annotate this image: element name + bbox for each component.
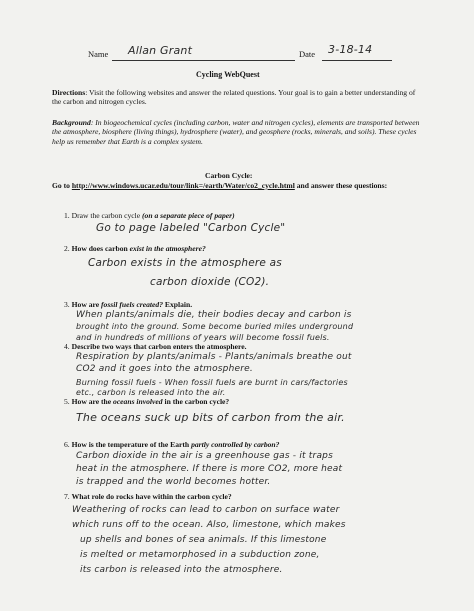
question-explain: Explain. — [163, 300, 193, 309]
answer-7-line-3: up shells and bones of sea animals. If this limestone — [80, 535, 327, 545]
answer-7-line-4: is melted or metamorphosed in a subduction zone, — [80, 550, 320, 560]
directions-label: Directions — [52, 88, 86, 97]
answer-7-line-2: which runs off to the ocean. Also, limestone, which makes — [72, 520, 346, 530]
question-2 — [64, 244, 206, 253]
question-5 — [64, 397, 229, 406]
answer-4-line-3: Burning fossil fuels - When fossil fuels are burnt in cars/factories — [76, 378, 348, 387]
page-title: Cycling WebQuest — [196, 70, 260, 79]
question-text-end: in the carbon cycle? — [162, 397, 230, 406]
question-number: 4. — [64, 342, 70, 351]
question-text: Draw the carbon cycle — [71, 211, 143, 220]
question-text: How is the temperature of the Earth — [71, 440, 192, 449]
answer-6-line-3: is trapped and the world becomes hotter. — [76, 477, 271, 487]
name-label: Name — [88, 49, 109, 59]
answer-1-line-1: Go to page labeled "Carbon Cycle" — [96, 222, 286, 234]
answer-2-line-1: Carbon exists in the atmosphere as — [88, 257, 282, 269]
goto-suffix: and answer these questions: — [294, 181, 388, 190]
name-underline — [112, 60, 295, 61]
answer-3-line-3: and in hundreds of millions of years will become fossil fuels. — [76, 333, 330, 342]
question-text: How are the — [71, 397, 114, 406]
directions-paragraph — [52, 88, 422, 107]
question-number: 1. — [64, 211, 70, 220]
answer-6-line-2: heat in the atmosphere. If there is more CO2, more heat — [76, 464, 343, 474]
goto-instruction — [52, 181, 424, 190]
question-3 — [64, 300, 192, 309]
question-text: Describe two ways that carbon enters the atmosphere. — [71, 342, 247, 351]
question-7 — [64, 492, 232, 501]
question-number: 3. — [64, 300, 70, 309]
question-emphasis: (on a separate piece of paper) — [142, 211, 235, 220]
answer-3-line-1: When plants/animals die, their bodies decay and carbon is — [76, 310, 352, 320]
question-number: 2. — [64, 244, 70, 253]
question-number: 7. — [64, 492, 70, 501]
answer-7-line-5: its carbon is released into the atmosphere. — [80, 565, 283, 575]
question-1 — [64, 211, 235, 220]
answer-2-line-2: carbon dioxide (CO2). — [150, 276, 270, 288]
question-emphasis: oceans involved — [113, 397, 163, 406]
background-label: Background — [52, 118, 91, 127]
question-number: 6. — [64, 440, 70, 449]
answer-3-line-2: brought into the ground. Some become buried miles underground — [76, 322, 354, 331]
goto-prefix: Go to — [52, 181, 72, 190]
carbon-cycle-heading: Carbon Cycle: — [205, 171, 253, 180]
directions-text: : Visit the following websites and answer the related questions. Your goal is to gain a better understanding of the carbon and nitrogen cycles. — [52, 88, 416, 107]
question-emphasis: fossil fuels created? — [101, 300, 164, 309]
date-value: 3-18-14 — [328, 43, 373, 56]
question-emphasis: exist in the atmosphere? — [129, 244, 206, 253]
question-text: How does carbon — [71, 244, 130, 253]
answer-4-line-2: CO2 and it goes into the atmosphere. — [76, 364, 253, 374]
question-number: 5. — [64, 397, 70, 406]
date-label: Date — [299, 49, 316, 59]
question-text: How are — [71, 300, 101, 309]
answer-4-line-4: etc., carbon is released into the air. — [76, 388, 226, 397]
question-6 — [64, 440, 279, 449]
background-paragraph — [52, 118, 424, 146]
background-text: : In biogeochemical cycles (including carbon, water and nitrogen cycles), elements are transported between the atmosphere, biosphere (living things), hydrosphere (water), and geosphere (rocks, minerals, and soils). These cycles help us remember that Earth is a complex system. — [52, 118, 420, 146]
name-value: Allan Grant — [128, 44, 193, 57]
answer-6-line-1: Carbon dioxide in the air is a greenhouse gas - it traps — [76, 451, 333, 461]
date-underline — [322, 60, 392, 61]
answer-5-line-1: The oceans suck up bits of carbon from the air. — [76, 411, 345, 424]
question-4 — [64, 342, 247, 351]
carbon-cycle-link[interactable]: http://www.windows.ucar.edu/tour/link=/earth/Water/co2_cycle.html — [71, 181, 295, 190]
answer-7-line-1: Weathering of rocks can lead to carbon on surface water — [72, 505, 340, 515]
question-emphasis: partly controlled by carbon? — [191, 440, 280, 449]
answer-4-line-1: Respiration by plants/animals - Plants/animals breathe out — [76, 352, 352, 362]
question-text: What role do rocks have within the carbon cycle? — [71, 492, 232, 501]
